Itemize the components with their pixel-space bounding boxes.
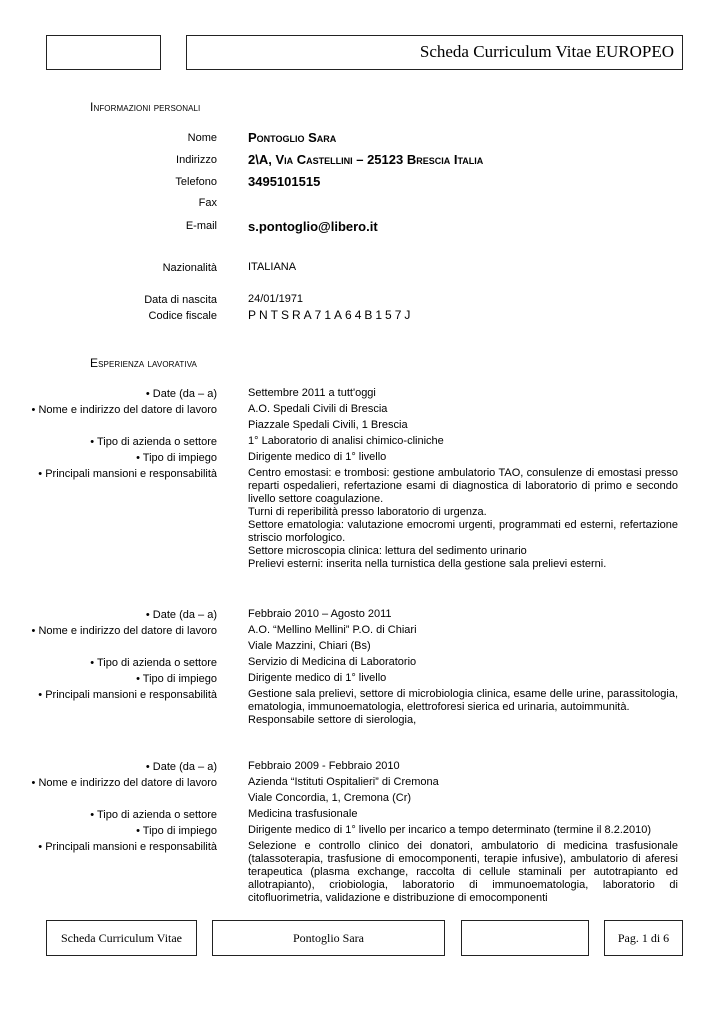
job-label-type: • Tipo di azienda o settore [90,657,217,669]
field-value-email[interactable]: s.pontoglio@libero.it [248,219,378,234]
header-blank-box [46,35,161,70]
field-label: Nome [187,132,217,144]
footer-blank-box [461,920,589,956]
job-address: Viale Concordia, 1, Cremona (Cr) [248,792,412,804]
job-duties [248,688,678,727]
duty-line: Selezione e controllo clinico dei donatori, ambulatorio di medicina trasfusionale (talassoterapia, trasfusione di emocomponenti, terapie infusive), ambulatorio di aferesi terapeutica (plasma exchange, raccolta di cellule staminali per autotrapianto ed allotrapianto), criobiologia, laboratorio di immunoematologia, laboratorio di citofluorimetria, validazione e distribuzione di emocomponenti [248,840,678,904]
job-label-employer: • Nome e indirizzo del datore di lavoro [31,777,217,789]
job-label-date: • Date (da – a) [145,609,217,621]
field-label: Telefono [175,176,217,188]
job-address: Piazzale Spedali Civili, 1 Brescia [248,419,408,431]
footer-cv-box [46,920,197,956]
job-role: Dirigente medico di 1° livello [248,451,387,463]
field-value-nationality: ITALIANA [248,261,297,273]
field-value-name: Pontoglio Sara [248,130,337,145]
job-label-role: • Tipo di impiego [136,825,217,837]
field-label: Data di nascita [144,294,217,306]
field-value-phone: 3495101515 [248,174,321,189]
job-label-role: • Tipo di impiego [136,673,217,685]
job-label-date: • Date (da – a) [145,761,217,773]
job-address: Viale Mazzini, Chiari (Bs) [248,640,371,652]
job-employer: A.O. “Mellino Mellini” P.O. di Chiari [248,624,417,636]
job-role: Dirigente medico di 1° livello per incarico a tempo determinato (termine il 8.2.2010) [248,824,652,836]
section-heading-experience: Esperienza lavorativa [90,356,197,370]
field-label: Indirizzo [176,154,217,166]
duty-line: Prelievi esterni: inserita nella turnistica della gestione sala prelievi esterni. [248,558,607,570]
section-heading-personal: Informazioni personali [90,100,201,114]
header-title-box [186,35,683,70]
duty-line: Responsabile settore di sierologia, [248,714,417,726]
job-date: Settembre 2011 a tutt'oggi [248,387,376,399]
field-label: Fax [198,197,217,209]
footer-page-box [604,920,683,956]
job-label-duties: • Principali mansioni e responsabilità [38,841,217,853]
job-label-type: • Tipo di azienda o settore [90,809,217,821]
job-type: Servizio di Medicina di Laboratorio [248,656,417,668]
job-label-duties: • Principali mansioni e responsabilità [38,689,217,701]
footer-name-box [212,920,445,956]
field-value-birthdate: 24/01/1971 [248,293,304,305]
job-type: Medicina trasfusionale [248,808,358,820]
field-value-tax-code: PNTSRA71A64B157J [248,308,414,322]
job-duties [248,467,678,571]
footer-cv-label: Scheda Curriculum Vitae [60,931,183,945]
job-employer: Azienda “Istituti Ospitalieri” di Cremona [248,776,439,788]
job-employer: A.O. Spedali Civili di Brescia [248,403,388,415]
job-label-date: • Date (da – a) [145,388,217,400]
job-duties [248,840,678,905]
footer-name: Pontoglio Sara [293,931,364,945]
duty-line: Centro emostasi: e trombosi: gestione ambulatorio TAO, consulenze di emostasi presso reparti ospedalieri, refertazione esami di diagnostica di laboratorio di primo e secondo livello settore coagulazione. [248,467,678,505]
duty-line: Settore microscopia clinica: lettura del sedimento urinario [248,545,527,557]
duty-line: Gestione sala prelievi, settore di microbiologia clinica, esame delle urine, parassitologia, ematologia, immunoematologia, elettroforesi sierica ed urinaria, autoimmunità. [248,688,678,713]
job-date: Febbraio 2009 - Febbraio 2010 [248,760,400,772]
field-label: E-mail [185,220,217,232]
duty-line: Settore ematologia: valutazione emocromi urgenti, programmati ed esterni, refertazione striscio morfologico. [248,519,678,544]
job-role: Dirigente medico di 1° livello [248,672,387,684]
job-label-employer: • Nome e indirizzo del datore di lavoro [31,404,217,416]
job-label-role: • Tipo di impiego [136,452,217,464]
field-value-address: 2\A, Via Castellini – 25123 Brescia Italia [248,152,484,167]
field-label: Nazionalità [162,262,217,274]
job-date: Febbraio 2010 – Agosto 2011 [248,608,392,620]
field-label: Codice fiscale [148,310,217,322]
duty-line: Turni di reperibilità presso laboratorio di urgenza. [248,506,487,518]
job-label-employer: • Nome e indirizzo del datore di lavoro [31,625,217,637]
document-title: Scheda Curriculum Vitae EUROPEO [419,42,674,61]
page-number: Pag. 1 di 6 [617,931,670,945]
job-label-duties: • Principali mansioni e responsabilità [38,468,217,480]
job-label-type: • Tipo di azienda o settore [90,436,217,448]
job-type: 1° Laboratorio di analisi chimico-cliniche [248,435,444,447]
